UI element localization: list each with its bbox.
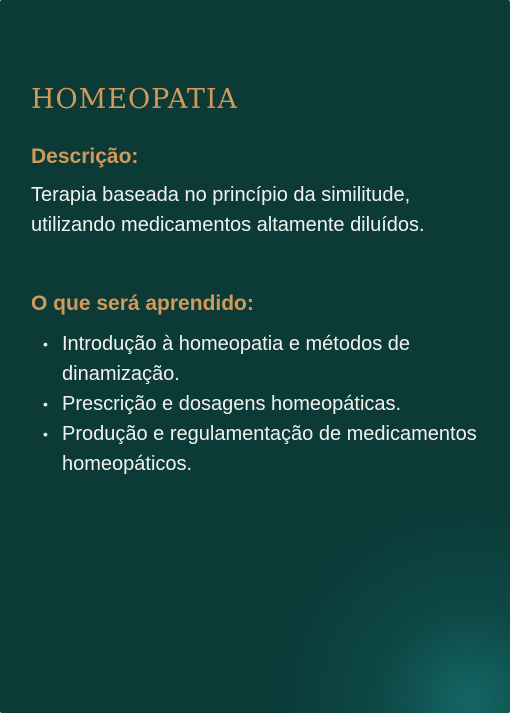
learn-list-item <box>31 389 491 419</box>
learn-list-item <box>31 419 491 479</box>
bullet-icon: • <box>43 336 48 352</box>
description-text: Terapia baseada no princípio da similitude, utilizando medicamentos altamente diluídos. <box>31 184 425 236</box>
bullet-icon: • <box>43 426 48 442</box>
learn-item-text: Introdução à homeopatia e métodos de dinamização. <box>62 333 411 385</box>
description-heading: Descrição: <box>31 145 139 168</box>
bullet-icon: • <box>43 396 48 412</box>
course-title: HOMEOPATIA <box>31 84 239 115</box>
learn-heading: O que será aprendido: <box>31 292 254 315</box>
learn-item-text: Produção e regulamentação de medicamentos homeopáticos. <box>62 423 477 475</box>
learn-item-text: Prescrição e dosagens homeopáticas. <box>62 393 402 415</box>
learn-list <box>31 329 491 479</box>
learn-list-item <box>31 329 491 389</box>
